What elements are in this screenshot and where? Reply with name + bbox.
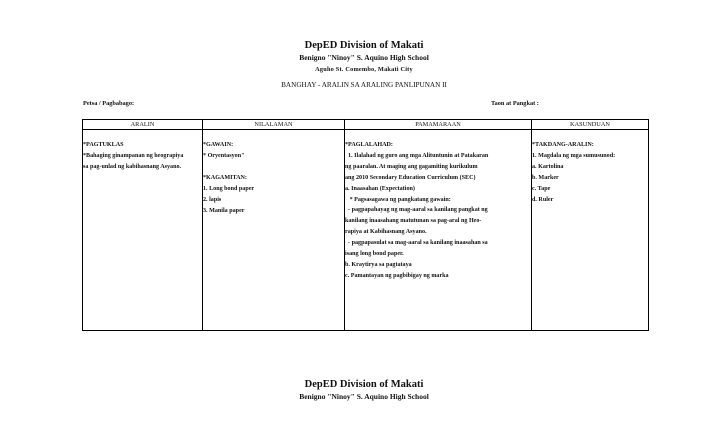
procedure-line: - pagpapahayag ng mag-aaral sa kanilang pangkat ng bbox=[345, 207, 488, 214]
procedure-line: c. Pamantayan ng pagbibigay ng marka bbox=[345, 272, 449, 279]
assignment-item: c. Tape bbox=[532, 185, 551, 192]
date-revision-label: Petsa / Pagbabago: bbox=[83, 100, 135, 107]
kasunduan-header: KASUNDUAN bbox=[532, 120, 648, 130]
material-item: 3. Manila paper bbox=[203, 207, 245, 214]
aralin-heading: *PAGTUKLAS bbox=[83, 142, 124, 148]
aralin-line: *Bahaging ginampanan ng heograpiya bbox=[83, 152, 184, 159]
paglalahad-heading: *PAGLALAHAD: bbox=[345, 142, 393, 148]
nilalaman-header: NILALAMAN bbox=[203, 120, 344, 130]
footer-school-name: Benigno "Ninoy" S. Aquino High School bbox=[299, 392, 429, 401]
material-item: 2. lapis bbox=[203, 196, 222, 203]
procedure-line: - pagpapasulat sa mag-aaral sa kanilang inaasahan sa bbox=[345, 240, 488, 247]
kasunduan-column bbox=[531, 120, 648, 330]
procedure-line: kanilang inaasahang matutunan sa pag-aral ng Heo- bbox=[345, 218, 482, 225]
gawain-item: * Oryentasyon" bbox=[203, 152, 245, 159]
assignment-item: b. Marker bbox=[532, 174, 559, 181]
pamamaraan-column bbox=[344, 120, 531, 330]
gawain-heading: *GAWAIN: bbox=[203, 142, 234, 148]
procedure-line: * Pagsasagawa ng pangkatang gawain: bbox=[345, 196, 451, 203]
takdang-aralin-heading: *TAKDANG-ARALIN: bbox=[532, 142, 594, 148]
assignment-item: 1. Magdala ng mga sumusunod: bbox=[532, 152, 616, 159]
procedure-line: 1. Ilalahad ng guro ang mga Alituntunin at Patakaran bbox=[345, 152, 489, 159]
assignment-item: d. Ruler bbox=[532, 196, 554, 203]
procedure-line: ang 2010 Secondary Education Curriculum (SEC) bbox=[345, 174, 476, 181]
lesson-plan-table bbox=[82, 119, 649, 331]
procedure-line: a. Inaasahan (Expectation) bbox=[345, 185, 415, 192]
assignment-item: a. Kartolina bbox=[532, 163, 564, 170]
school-name: Benigno "Ninoy" S. Aquino High School bbox=[299, 53, 429, 62]
school-address: Aguho St. Comembo, Makati City bbox=[315, 66, 413, 73]
aralin-line: sa pag-unlad ng kabihasnang Asyano. bbox=[83, 163, 182, 170]
lesson-plan-title: BANGHAY - ARALIN SA ARALING PANLIPUNAN II bbox=[281, 81, 447, 89]
aralin-column bbox=[83, 120, 202, 330]
procedure-line: ng paaralan. At maging ang gagamiting kurikulum bbox=[345, 163, 478, 170]
procedure-line: isang long bond paper. bbox=[345, 251, 404, 258]
procedure-line: b. Kraytirya sa pagtataya bbox=[345, 261, 412, 268]
footer-title: DepED Division of Makati bbox=[304, 379, 424, 390]
procedure-line: rapiya at Kabihasnang Asyano. bbox=[345, 229, 427, 236]
material-item: 1. Long bond paper bbox=[203, 185, 255, 192]
pamamaraan-header: PAMAMARAAN bbox=[345, 120, 531, 130]
document-title: DepED Division of Makati bbox=[304, 40, 424, 51]
aralin-header: ARALIN bbox=[83, 120, 202, 130]
nilalaman-column bbox=[202, 120, 344, 330]
kagamitan-heading: *KAGAMITAN: bbox=[203, 174, 247, 181]
year-section-label: Taon at Pangkat : bbox=[491, 100, 539, 107]
